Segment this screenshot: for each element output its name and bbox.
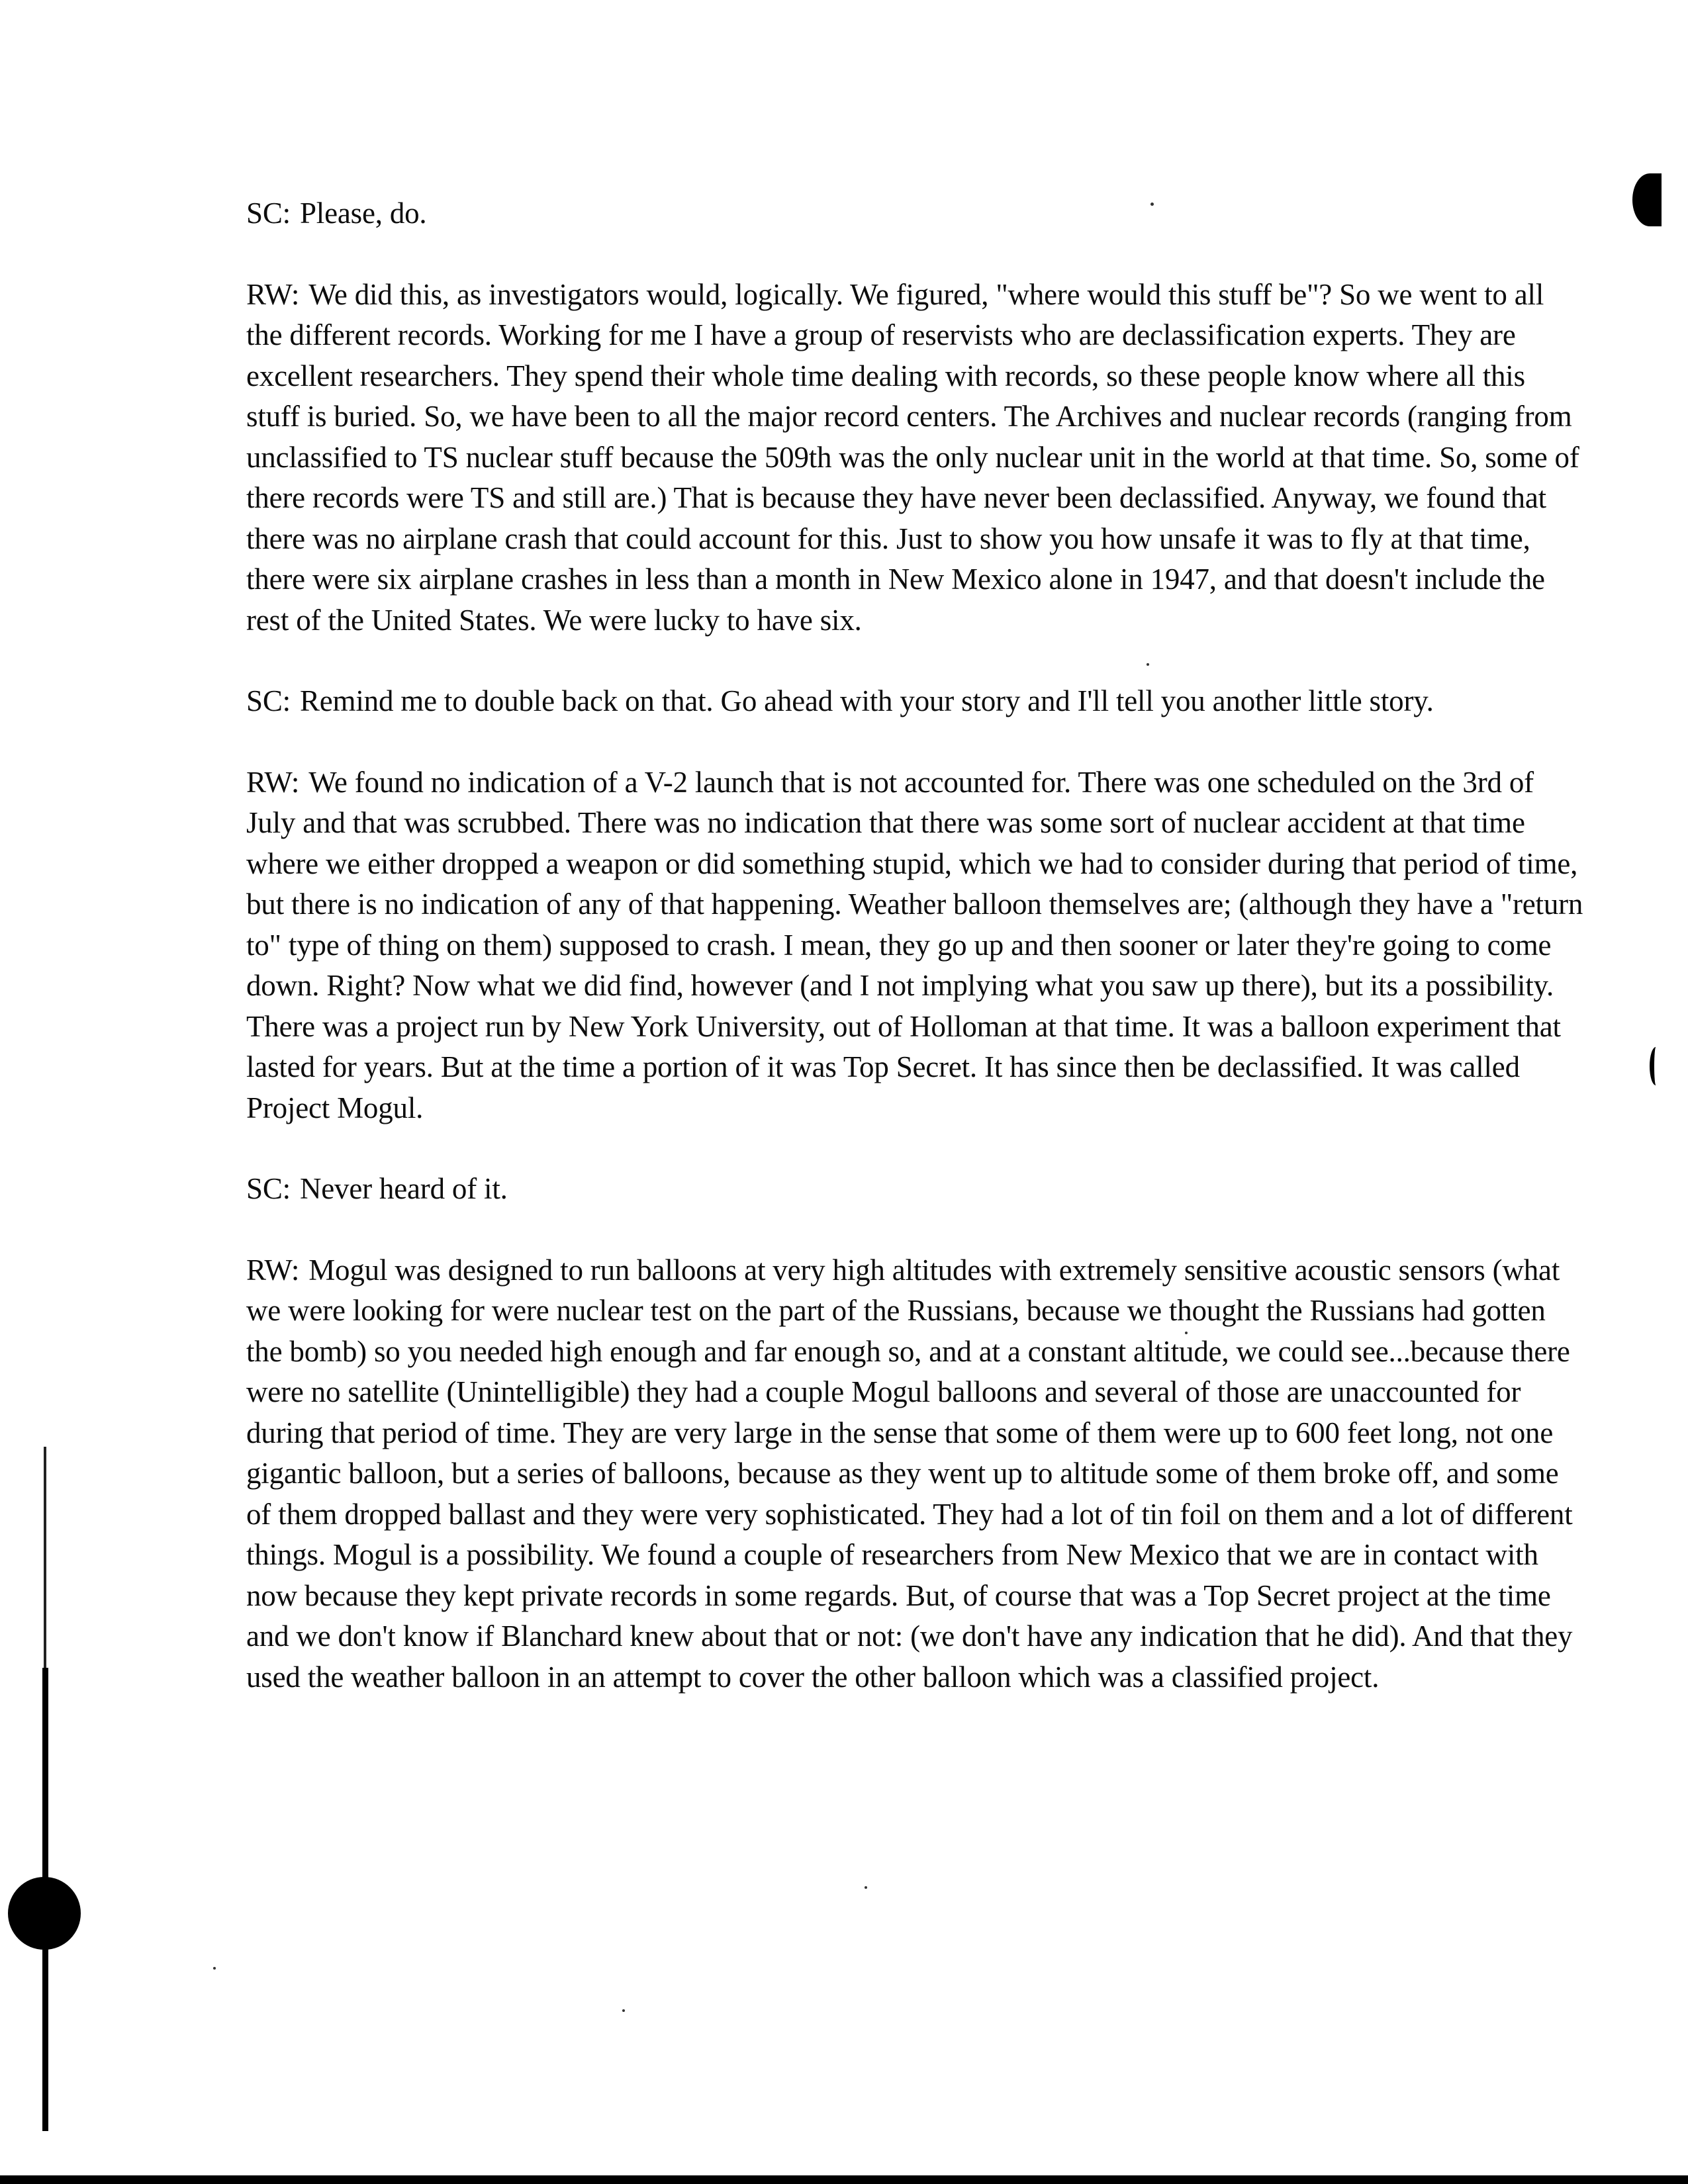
transcript-paragraph xyxy=(246,275,1583,641)
scan-speck xyxy=(865,1886,867,1889)
transcript-paragraph xyxy=(246,193,1583,234)
paragraph-text: Never heard of it. xyxy=(299,1172,508,1205)
paragraph-text: Remind me to double back on that. Go ahead with your story and I'll tell you another little story. xyxy=(299,684,1434,717)
speaker-label: SC: xyxy=(246,684,291,717)
transcript-paragraph xyxy=(246,1250,1583,1698)
binder-hole-mark xyxy=(1632,173,1662,226)
paragraph-text: Mogul was designed to run balloons at very high altitudes with extremely sensitive acoustic sensors (what we were looking for were nuclear test on the part of the Russians, because we thought the Russians had gotten the bomb) so you needed high enough and far enough so, and at a constant altitude, we could see...because there were no satellite (Unintelligible) they had a couple Mogul balloons and several of those are unaccounted for during that period of time. They are very large in the sense that some of them were up to 600 feet long, not one gigantic balloon, but a series of balloons, because as they went up to altitude some of them broke off, and some of them dropped ballast and they were very sophisticated. They had a lot of tin foil on them and a lot of different things. Mogul is a possibility. We found a couple of researchers from New Mexico that we are in contact with now because they kept private records in some regards. But, of course that was a Top Secret project at the time and we don't know if Blanchard knew about that or not: (we don't have any indication that he did). And that they used the weather balloon in an attempt to cover the other balloon which was a classified project. xyxy=(246,1253,1573,1694)
paragraph-text: We found no indication of a V-2 launch that is not accounted for. There was one scheduled on the 3rd of July and that was scrubbed. There was no indication that there was some sort of nuclear accident at that time where we either dropped a weapon or did something stupid, which we had to consider during that period of time, but there is no indication of any of that happening. Weather balloon themselves are; (although they have a "return to" type of thing on them) supposed to crash. I mean, they go up and then sooner or later they're going to come down. Right? Now what we did find, however (and I not implying what you saw up there), but its a possibility. There was a project run by New York University, out of Holloman at that time. It was a balloon experiment that lasted for years. But at the time a portion of it was Top Secret. It has since then be declassified. It was called Project Mogul. xyxy=(246,765,1583,1124)
speaker-label: RW: xyxy=(246,765,300,799)
speaker-label: RW: xyxy=(246,1253,300,1287)
page-bottom-edge xyxy=(0,2175,1688,2184)
binder-hole-mark xyxy=(8,1877,81,1950)
paragraph-text: Please, do. xyxy=(299,197,427,230)
margin-line xyxy=(44,1447,46,1672)
transcript xyxy=(246,193,1583,1738)
paragraph-text: We did this, as investigators would, logically. We figured, "where would this stuff be"? So we went to all the different records. Working for me I have a group of reservists who are declassification experts. They are excellent researchers. They spend their whole time dealing with records, so these people know where all this stuff is buried. So, we have been to all the major record centers. The Archives and nuclear records (ranging from unclassified to TS nuclear stuff because the 509th was the only nuclear unit in the world at that time. So, some of there records were TS and still are.) That is because they have never been declassified. Anyway, we found that there was no airplane crash that could account for this. Just to show you how unsafe it was to fly at that time, there were six airplane crashes in less than a month in New Mexico alone in 1947, and that doesn't include the rest of the United States. We were lucky to have six. xyxy=(246,277,1579,637)
scan-mark xyxy=(1650,1047,1662,1085)
scan-speck xyxy=(213,1967,216,1970)
transcript-paragraph xyxy=(246,681,1583,722)
scan-speck xyxy=(622,2009,625,2012)
transcript-paragraph xyxy=(246,1169,1583,1210)
speaker-label: RW: xyxy=(246,277,300,311)
transcript-paragraph xyxy=(246,762,1583,1129)
speaker-label: SC: xyxy=(246,197,291,230)
speaker-label: SC: xyxy=(246,1172,291,1205)
